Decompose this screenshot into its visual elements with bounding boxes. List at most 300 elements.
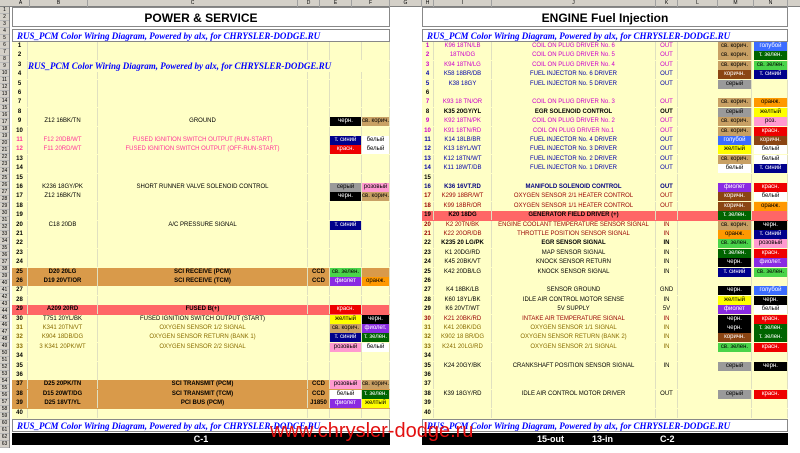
- wire-color-2-cell[interactable]: [362, 371, 390, 380]
- wire-color-1-cell[interactable]: черн.: [330, 117, 362, 126]
- circuit-function-cell[interactable]: OXYGEN SENSOR 2/1 HEATER CONTROL: [492, 192, 656, 201]
- pin-number-cell[interactable]: 14: [422, 164, 434, 173]
- circuit-function-cell[interactable]: IDLE AIR CONTROL MOTOR DRIVER: [492, 390, 656, 399]
- wire-color-1-cell[interactable]: фиолет: [330, 399, 362, 408]
- wire-code-cell[interactable]: [28, 239, 98, 248]
- wire-code-cell[interactable]: K36 16VT.RD: [434, 183, 492, 192]
- signal-direction-cell[interactable]: IN: [656, 249, 678, 258]
- circuit-function-cell[interactable]: [98, 127, 308, 136]
- pin-number-cell[interactable]: 1: [422, 42, 434, 51]
- signal-direction-cell[interactable]: OUT: [656, 164, 678, 173]
- row-header[interactable]: 54: [1, 378, 8, 384]
- wire-code-cell[interactable]: K902 18 BR/DG: [434, 333, 492, 342]
- signal-direction-cell[interactable]: IN: [656, 324, 678, 333]
- wire-color-2-cell[interactable]: [362, 42, 390, 51]
- circuit-function-cell[interactable]: OXYGEN SENSOR 1/2 SIGNAL: [98, 324, 308, 333]
- circuit-function-cell[interactable]: FUEL INJECTOR No. 5 DRIVER: [492, 80, 656, 89]
- pin-number-cell[interactable]: 19: [12, 211, 28, 220]
- circuit-function-cell[interactable]: FUSED IGNITION SWITCH OUTPUT (OFF-RUN-START): [98, 145, 308, 154]
- circuit-function-cell[interactable]: [98, 89, 308, 98]
- pin-number-cell[interactable]: 1: [12, 42, 28, 51]
- wire-color-2-cell[interactable]: белый: [362, 136, 390, 145]
- wire-color-1-cell[interactable]: [330, 98, 362, 107]
- wire-color-1-cell[interactable]: [718, 409, 752, 418]
- row-header[interactable]: 53: [1, 371, 8, 377]
- circuit-function-cell[interactable]: COIL ON PLUG DRIVER No.1: [492, 127, 656, 136]
- signal-direction-cell[interactable]: OUT: [656, 127, 678, 136]
- row-header[interactable]: 44: [1, 308, 8, 314]
- row-header[interactable]: 55: [1, 385, 8, 391]
- wire-color-1-cell[interactable]: [330, 258, 362, 267]
- row-header[interactable]: 11: [1, 77, 8, 83]
- wire-color-2-cell[interactable]: розовый: [362, 183, 390, 192]
- wire-color-2-cell[interactable]: св. зелен.: [754, 61, 788, 70]
- wire-color-2-cell[interactable]: [754, 277, 788, 286]
- wire-code-cell[interactable]: [434, 89, 492, 98]
- signal-type-cell[interactable]: [308, 183, 330, 192]
- signal-type-cell[interactable]: [308, 89, 330, 98]
- wire-color-1-cell[interactable]: св. зелен.: [718, 343, 752, 352]
- wire-color-2-cell[interactable]: белый: [754, 155, 788, 164]
- wire-color-2-cell[interactable]: роз.: [754, 117, 788, 126]
- wire-color-1-cell[interactable]: серый: [718, 80, 752, 89]
- signal-direction-cell[interactable]: [656, 277, 678, 286]
- wire-code-cell[interactable]: K93 18 TN/OR: [434, 98, 492, 107]
- circuit-function-cell[interactable]: [98, 362, 308, 371]
- wire-color-2-cell[interactable]: [754, 399, 788, 408]
- circuit-function-cell[interactable]: [98, 286, 308, 295]
- signal-type-cell[interactable]: [308, 80, 330, 89]
- circuit-function-cell[interactable]: THROTTLE POSITION SENSOR SIGNAL: [492, 230, 656, 239]
- wire-color-1-cell[interactable]: [330, 89, 362, 98]
- pin-number-cell[interactable]: 11: [422, 136, 434, 145]
- pin-number-cell[interactable]: 17: [12, 192, 28, 201]
- pin-number-cell[interactable]: 15: [422, 174, 434, 183]
- wire-code-cell[interactable]: K22 20OR/DB: [434, 230, 492, 239]
- signal-direction-cell[interactable]: IN: [656, 333, 678, 342]
- wire-color-2-cell[interactable]: фиолет.: [754, 258, 788, 267]
- wire-color-2-cell[interactable]: т. зелен.: [362, 333, 390, 342]
- wire-code-cell[interactable]: [28, 371, 98, 380]
- wire-color-1-cell[interactable]: св. корич.: [718, 155, 752, 164]
- row-header[interactable]: 49: [1, 343, 8, 349]
- wire-code-cell[interactable]: [28, 202, 98, 211]
- wire-code-cell[interactable]: D20 20LG: [28, 268, 98, 277]
- signal-type-cell[interactable]: [308, 305, 330, 314]
- wire-code-cell[interactable]: [434, 371, 492, 380]
- circuit-function-cell[interactable]: COIL ON PLUG DRIVER No. 5: [492, 51, 656, 60]
- wire-color-2-cell[interactable]: т. синий: [754, 164, 788, 173]
- signal-direction-cell[interactable]: [656, 409, 678, 418]
- row-header[interactable]: 43: [1, 301, 8, 307]
- pin-number-cell[interactable]: 13: [422, 155, 434, 164]
- column-header-e[interactable]: E: [320, 0, 352, 7]
- pin-number-cell[interactable]: 9: [12, 117, 28, 126]
- row-header[interactable]: 24: [1, 168, 8, 174]
- row-header[interactable]: 34: [1, 238, 8, 244]
- wire-code-cell[interactable]: [434, 174, 492, 183]
- wire-code-cell[interactable]: K58 18BR/DB: [434, 70, 492, 79]
- pin-number-cell[interactable]: 8: [12, 108, 28, 117]
- row-header[interactable]: 42: [1, 294, 8, 300]
- wire-color-1-cell[interactable]: [718, 89, 752, 98]
- circuit-function-cell[interactable]: [98, 98, 308, 107]
- circuit-function-cell[interactable]: MAP SENSOR SIGNAL: [492, 249, 656, 258]
- wire-color-1-cell[interactable]: св. корич.: [718, 61, 752, 70]
- signal-type-cell[interactable]: [308, 409, 330, 418]
- wire-color-1-cell[interactable]: красн.: [330, 305, 362, 314]
- wire-color-2-cell[interactable]: [362, 80, 390, 89]
- circuit-function-cell[interactable]: FUEL INJECTOR No. 2 DRIVER: [492, 155, 656, 164]
- signal-type-cell[interactable]: CCD: [308, 380, 330, 389]
- circuit-function-cell[interactable]: [492, 399, 656, 408]
- wire-code-cell[interactable]: [28, 211, 98, 220]
- signal-direction-cell[interactable]: OUT: [656, 145, 678, 154]
- row-header[interactable]: 26: [1, 182, 8, 188]
- signal-direction-cell[interactable]: IN: [656, 362, 678, 371]
- wire-color-1-cell[interactable]: желтый: [718, 296, 752, 305]
- signal-type-cell[interactable]: [308, 117, 330, 126]
- wire-color-2-cell[interactable]: [754, 380, 788, 389]
- circuit-function-cell[interactable]: FUEL INJECTOR No. 1 DRIVER: [492, 164, 656, 173]
- wire-color-2-cell[interactable]: красн.: [754, 343, 788, 352]
- wire-color-2-cell[interactable]: [362, 362, 390, 371]
- pin-number-cell[interactable]: 2: [12, 51, 28, 60]
- signal-direction-cell[interactable]: GND: [656, 286, 678, 295]
- wire-code-cell[interactable]: K94 18TN/LG: [434, 61, 492, 70]
- signal-direction-cell[interactable]: [656, 399, 678, 408]
- wire-code-cell[interactable]: K60 18YL/BK: [434, 296, 492, 305]
- wire-color-1-cell[interactable]: [718, 174, 752, 183]
- wire-code-cell[interactable]: [28, 362, 98, 371]
- pin-number-cell[interactable]: 20: [422, 221, 434, 230]
- circuit-function-cell[interactable]: [492, 352, 656, 361]
- row-header[interactable]: 19: [1, 133, 8, 139]
- column-header-c[interactable]: C: [88, 0, 298, 7]
- pin-number-cell[interactable]: 21: [422, 230, 434, 239]
- row-header[interactable]: 56: [1, 392, 8, 398]
- circuit-function-cell[interactable]: [98, 51, 308, 60]
- signal-direction-cell[interactable]: OUT: [656, 117, 678, 126]
- pin-number-cell[interactable]: 11: [12, 136, 28, 145]
- row-header[interactable]: 1: [0, 7, 9, 14]
- circuit-function-cell[interactable]: [98, 371, 308, 380]
- wire-color-2-cell[interactable]: желтый: [362, 399, 390, 408]
- wire-code-cell[interactable]: [28, 296, 98, 305]
- wire-code-cell[interactable]: [28, 127, 98, 136]
- wire-color-1-cell[interactable]: св. корич.: [718, 98, 752, 107]
- circuit-function-cell[interactable]: [98, 239, 308, 248]
- row-header[interactable]: 29: [1, 203, 8, 209]
- wire-code-cell[interactable]: K12 18TN/WT: [434, 155, 492, 164]
- column-header-d[interactable]: D: [298, 0, 320, 7]
- wire-color-2-cell[interactable]: [754, 80, 788, 89]
- signal-type-cell[interactable]: [308, 164, 330, 173]
- circuit-function-cell[interactable]: [98, 164, 308, 173]
- row-header[interactable]: 59: [1, 413, 8, 419]
- signal-type-cell[interactable]: [308, 98, 330, 107]
- wire-color-1-cell[interactable]: [330, 362, 362, 371]
- circuit-function-cell[interactable]: FUSED IGNITION SWITCH OUTPUT (RUN-START): [98, 136, 308, 145]
- pin-number-cell[interactable]: 38: [12, 390, 28, 399]
- wire-color-2-cell[interactable]: т. зелен.: [754, 333, 788, 342]
- wire-color-2-cell[interactable]: т. синий: [754, 230, 788, 239]
- row-header[interactable]: 37: [1, 259, 8, 265]
- wire-color-1-cell[interactable]: св. корич.: [718, 221, 752, 230]
- wire-color-1-cell[interactable]: [330, 230, 362, 239]
- pin-number-cell[interactable]: 35: [12, 362, 28, 371]
- circuit-function-cell[interactable]: COIL ON PLUG DRIVER No. 3: [492, 98, 656, 107]
- signal-type-cell[interactable]: [308, 108, 330, 117]
- circuit-function-cell[interactable]: OXYGEN SENSOR RETURN (BANK 2): [492, 333, 656, 342]
- pin-number-cell[interactable]: 29: [12, 305, 28, 314]
- row-header[interactable]: 57: [1, 399, 8, 405]
- wire-color-2-cell[interactable]: оранж.: [754, 98, 788, 107]
- wire-color-1-cell[interactable]: серый: [718, 108, 752, 117]
- pin-number-cell[interactable]: 28: [12, 296, 28, 305]
- wire-color-2-cell[interactable]: [362, 211, 390, 220]
- circuit-function-cell[interactable]: [98, 192, 308, 201]
- pin-number-cell[interactable]: 24: [12, 258, 28, 267]
- pin-number-cell[interactable]: 27: [422, 286, 434, 295]
- wire-code-cell[interactable]: [28, 352, 98, 361]
- pin-number-cell[interactable]: 31: [12, 324, 28, 333]
- circuit-function-cell[interactable]: OXYGEN SENSOR 1/1 HEATER CONTROL: [492, 202, 656, 211]
- circuit-function-cell[interactable]: [98, 42, 308, 51]
- wire-code-cell[interactable]: [28, 174, 98, 183]
- wire-color-2-cell[interactable]: розовый: [754, 239, 788, 248]
- pin-number-cell[interactable]: 24: [422, 258, 434, 267]
- pin-number-cell[interactable]: 25: [422, 268, 434, 277]
- signal-direction-cell[interactable]: OUT: [656, 136, 678, 145]
- wire-color-2-cell[interactable]: [362, 230, 390, 239]
- pin-number-cell[interactable]: 3: [422, 61, 434, 70]
- pin-number-cell[interactable]: 12: [422, 145, 434, 154]
- wire-color-2-cell[interactable]: [362, 108, 390, 117]
- circuit-function-cell[interactable]: [98, 296, 308, 305]
- wire-color-1-cell[interactable]: [330, 211, 362, 220]
- wire-color-1-cell[interactable]: [330, 164, 362, 173]
- wire-color-2-cell[interactable]: [362, 239, 390, 248]
- wire-code-cell[interactable]: K236 18GY/PK: [28, 183, 98, 192]
- wire-color-2-cell[interactable]: красн.: [754, 249, 788, 258]
- signal-direction-cell[interactable]: [656, 380, 678, 389]
- wire-code-cell[interactable]: [28, 164, 98, 173]
- signal-type-cell[interactable]: [308, 211, 330, 220]
- row-header[interactable]: 28: [1, 196, 8, 202]
- wire-color-2-cell[interactable]: белый: [754, 145, 788, 154]
- wire-color-1-cell[interactable]: [330, 249, 362, 258]
- pin-number-cell[interactable]: 33: [12, 343, 28, 352]
- circuit-function-cell[interactable]: [98, 155, 308, 164]
- circuit-function-cell[interactable]: [98, 230, 308, 239]
- wire-color-2-cell[interactable]: красн.: [754, 183, 788, 192]
- row-header[interactable]: 17: [1, 119, 8, 125]
- circuit-function-cell[interactable]: [98, 202, 308, 211]
- pin-number-cell[interactable]: 23: [12, 249, 28, 258]
- wire-color-2-cell[interactable]: голубой: [754, 286, 788, 295]
- wire-color-2-cell[interactable]: черн.: [362, 315, 390, 324]
- pin-number-cell[interactable]: 33: [422, 343, 434, 352]
- wire-color-1-cell[interactable]: черн.: [718, 324, 752, 333]
- pin-number-cell[interactable]: 4: [422, 70, 434, 79]
- wire-color-1-cell[interactable]: т. синий: [330, 221, 362, 230]
- wire-color-1-cell[interactable]: [718, 399, 752, 408]
- signal-type-cell[interactable]: [308, 371, 330, 380]
- wire-color-1-cell[interactable]: св. корич.: [718, 127, 752, 136]
- signal-type-cell[interactable]: [308, 296, 330, 305]
- pin-number-cell[interactable]: 22: [12, 239, 28, 248]
- wire-code-cell[interactable]: K341 20TN/VT: [28, 324, 98, 333]
- circuit-function-cell[interactable]: SENSOR GROUND: [492, 286, 656, 295]
- wire-color-2-cell[interactable]: св. корич.: [362, 381, 390, 388]
- row-header[interactable]: 10: [1, 70, 8, 76]
- row-header[interactable]: 25: [1, 175, 8, 181]
- pin-number-cell[interactable]: 15: [12, 174, 28, 183]
- wire-color-2-cell[interactable]: [362, 268, 390, 277]
- row-header[interactable]: 9: [0, 63, 9, 70]
- circuit-function-cell[interactable]: [98, 352, 308, 361]
- pin-number-cell[interactable]: 40: [422, 409, 434, 418]
- column-header-a[interactable]: A: [12, 0, 30, 7]
- pin-number-cell[interactable]: 8: [422, 108, 434, 117]
- signal-type-cell[interactable]: [308, 258, 330, 267]
- pin-number-cell[interactable]: 36: [422, 371, 434, 380]
- circuit-function-cell[interactable]: SCI TRANSMIT (PCM): [98, 380, 308, 389]
- wire-color-1-cell[interactable]: красн.: [330, 145, 362, 154]
- wire-color-1-cell[interactable]: фиолет: [718, 183, 752, 192]
- signal-direction-cell[interactable]: [656, 371, 678, 380]
- wire-code-cell[interactable]: K38 18GY: [434, 80, 492, 89]
- wire-color-2-cell[interactable]: [362, 164, 390, 173]
- pin-number-cell[interactable]: 26: [12, 277, 28, 286]
- wire-color-2-cell[interactable]: [362, 286, 390, 295]
- wire-color-1-cell[interactable]: св. корич.: [718, 51, 752, 60]
- wire-color-1-cell[interactable]: [330, 108, 362, 117]
- wire-color-2-cell[interactable]: красн.: [754, 315, 788, 324]
- wire-code-cell[interactable]: C18 20DB: [28, 221, 98, 230]
- pin-number-cell[interactable]: 32: [12, 333, 28, 342]
- wire-code-cell[interactable]: [28, 409, 98, 418]
- row-header[interactable]: 36: [1, 252, 8, 258]
- wire-code-cell[interactable]: K42 20DB/LG: [434, 268, 492, 277]
- circuit-function-cell[interactable]: [98, 174, 308, 183]
- circuit-function-cell[interactable]: [98, 108, 308, 117]
- signal-type-cell[interactable]: [308, 192, 330, 201]
- circuit-function-cell[interactable]: OXYGEN SENSOR 1/1 SIGNAL: [492, 324, 656, 333]
- row-header[interactable]: 58: [1, 406, 8, 412]
- circuit-function-cell[interactable]: CRANKSHAFT POSITION SENSOR SIGNAL: [492, 362, 656, 371]
- circuit-function-cell[interactable]: [492, 371, 656, 380]
- row-header[interactable]: 5: [0, 35, 9, 42]
- wire-color-2-cell[interactable]: [362, 51, 390, 60]
- wire-color-1-cell[interactable]: [718, 371, 752, 380]
- pin-number-cell[interactable]: 13: [12, 155, 28, 164]
- wire-color-1-cell[interactable]: [330, 51, 362, 60]
- signal-type-cell[interactable]: [308, 136, 330, 145]
- pin-number-cell[interactable]: 39: [422, 399, 434, 408]
- pin-number-cell[interactable]: 17: [422, 192, 434, 201]
- row-header[interactable]: 33: [1, 231, 8, 237]
- signal-type-cell[interactable]: [308, 221, 330, 230]
- signal-direction-cell[interactable]: OUT: [656, 202, 678, 211]
- wire-color-1-cell[interactable]: [330, 296, 362, 305]
- wire-color-1-cell[interactable]: серый: [330, 183, 362, 192]
- wire-color-1-cell[interactable]: св. зелен.: [718, 239, 752, 248]
- circuit-function-cell[interactable]: [98, 249, 308, 258]
- circuit-function-cell[interactable]: EGR SOLENOID CONTROL: [492, 108, 656, 117]
- circuit-function-cell[interactable]: FUSED IGNITION SWITCH OUTPUT (START): [98, 315, 308, 324]
- signal-direction-cell[interactable]: IN: [656, 221, 678, 230]
- wire-color-1-cell[interactable]: голубой: [718, 136, 752, 145]
- circuit-function-cell[interactable]: IDLE AIR CONTROL MOTOR SENSE: [492, 296, 656, 305]
- wire-color-1-cell[interactable]: серый: [718, 390, 752, 399]
- wire-color-1-cell[interactable]: черн.: [330, 192, 362, 201]
- circuit-function-cell[interactable]: [98, 211, 308, 220]
- row-header[interactable]: 45: [1, 315, 8, 321]
- row-header[interactable]: 32: [1, 224, 8, 230]
- wire-color-2-cell[interactable]: оранж.: [754, 202, 788, 211]
- signal-type-cell[interactable]: [308, 286, 330, 295]
- wire-code-cell[interactable]: [434, 409, 492, 418]
- wire-color-1-cell[interactable]: черн.: [718, 315, 752, 324]
- signal-direction-cell[interactable]: OUT: [656, 70, 678, 79]
- pin-number-cell[interactable]: 32: [422, 333, 434, 342]
- wire-color-1-cell[interactable]: т. зелен.: [718, 249, 752, 258]
- wire-color-2-cell[interactable]: [754, 211, 788, 220]
- wire-color-1-cell[interactable]: белый: [330, 390, 362, 399]
- wire-code-cell[interactable]: A209 20RD: [28, 305, 98, 314]
- row-header[interactable]: 6: [0, 42, 9, 49]
- wire-code-cell[interactable]: [434, 399, 492, 408]
- pin-number-cell[interactable]: 19: [422, 211, 434, 220]
- column-header-m[interactable]: M: [718, 0, 754, 7]
- circuit-function-cell[interactable]: PCI BUS (PCM): [98, 399, 308, 408]
- wire-color-1-cell[interactable]: т. синий: [330, 136, 362, 145]
- pin-number-cell[interactable]: 31: [422, 324, 434, 333]
- wire-color-1-cell[interactable]: коричн.: [718, 202, 752, 211]
- wire-color-1-cell[interactable]: розовый: [330, 380, 362, 389]
- wire-color-2-cell[interactable]: [754, 89, 788, 98]
- wire-color-1-cell[interactable]: фиолет: [330, 277, 362, 286]
- wire-color-2-cell[interactable]: [754, 174, 788, 183]
- wire-color-2-cell[interactable]: [362, 155, 390, 164]
- wire-color-1-cell[interactable]: фиолет: [718, 305, 752, 314]
- circuit-function-cell[interactable]: KNOCK SENSOR SIGNAL: [492, 268, 656, 277]
- wire-code-cell[interactable]: T751 20YL/BK: [28, 315, 98, 324]
- wire-color-1-cell[interactable]: т. зелен.: [718, 211, 752, 220]
- wire-color-2-cell[interactable]: [362, 409, 390, 418]
- pin-number-cell[interactable]: 39: [12, 399, 28, 408]
- wire-color-1-cell[interactable]: [330, 352, 362, 361]
- pin-number-cell[interactable]: 16: [12, 183, 28, 192]
- circuit-function-cell[interactable]: SCI RECEIVE (TCM): [98, 277, 308, 286]
- wire-code-cell[interactable]: K39 18GY/RD: [434, 390, 492, 399]
- wire-color-2-cell[interactable]: красн.: [754, 390, 788, 399]
- wire-color-2-cell[interactable]: оранж.: [362, 277, 390, 286]
- wire-code-cell[interactable]: K13 18YL/WT: [434, 145, 492, 154]
- row-header[interactable]: 22: [1, 154, 8, 160]
- wire-color-2-cell[interactable]: белый: [754, 192, 788, 201]
- circuit-function-cell[interactable]: SCI TRANSMIT (TCM): [98, 390, 308, 399]
- pin-number-cell[interactable]: 7: [12, 98, 28, 107]
- wire-color-2-cell[interactable]: св. корич.: [362, 193, 390, 200]
- circuit-function-cell[interactable]: OXYGEN SENSOR 2/2 SIGNAL: [98, 343, 308, 352]
- row-header[interactable]: 46: [1, 322, 8, 328]
- row-header[interactable]: 48: [1, 336, 8, 342]
- wire-color-1-cell[interactable]: [330, 239, 362, 248]
- pin-number-cell[interactable]: 10: [422, 127, 434, 136]
